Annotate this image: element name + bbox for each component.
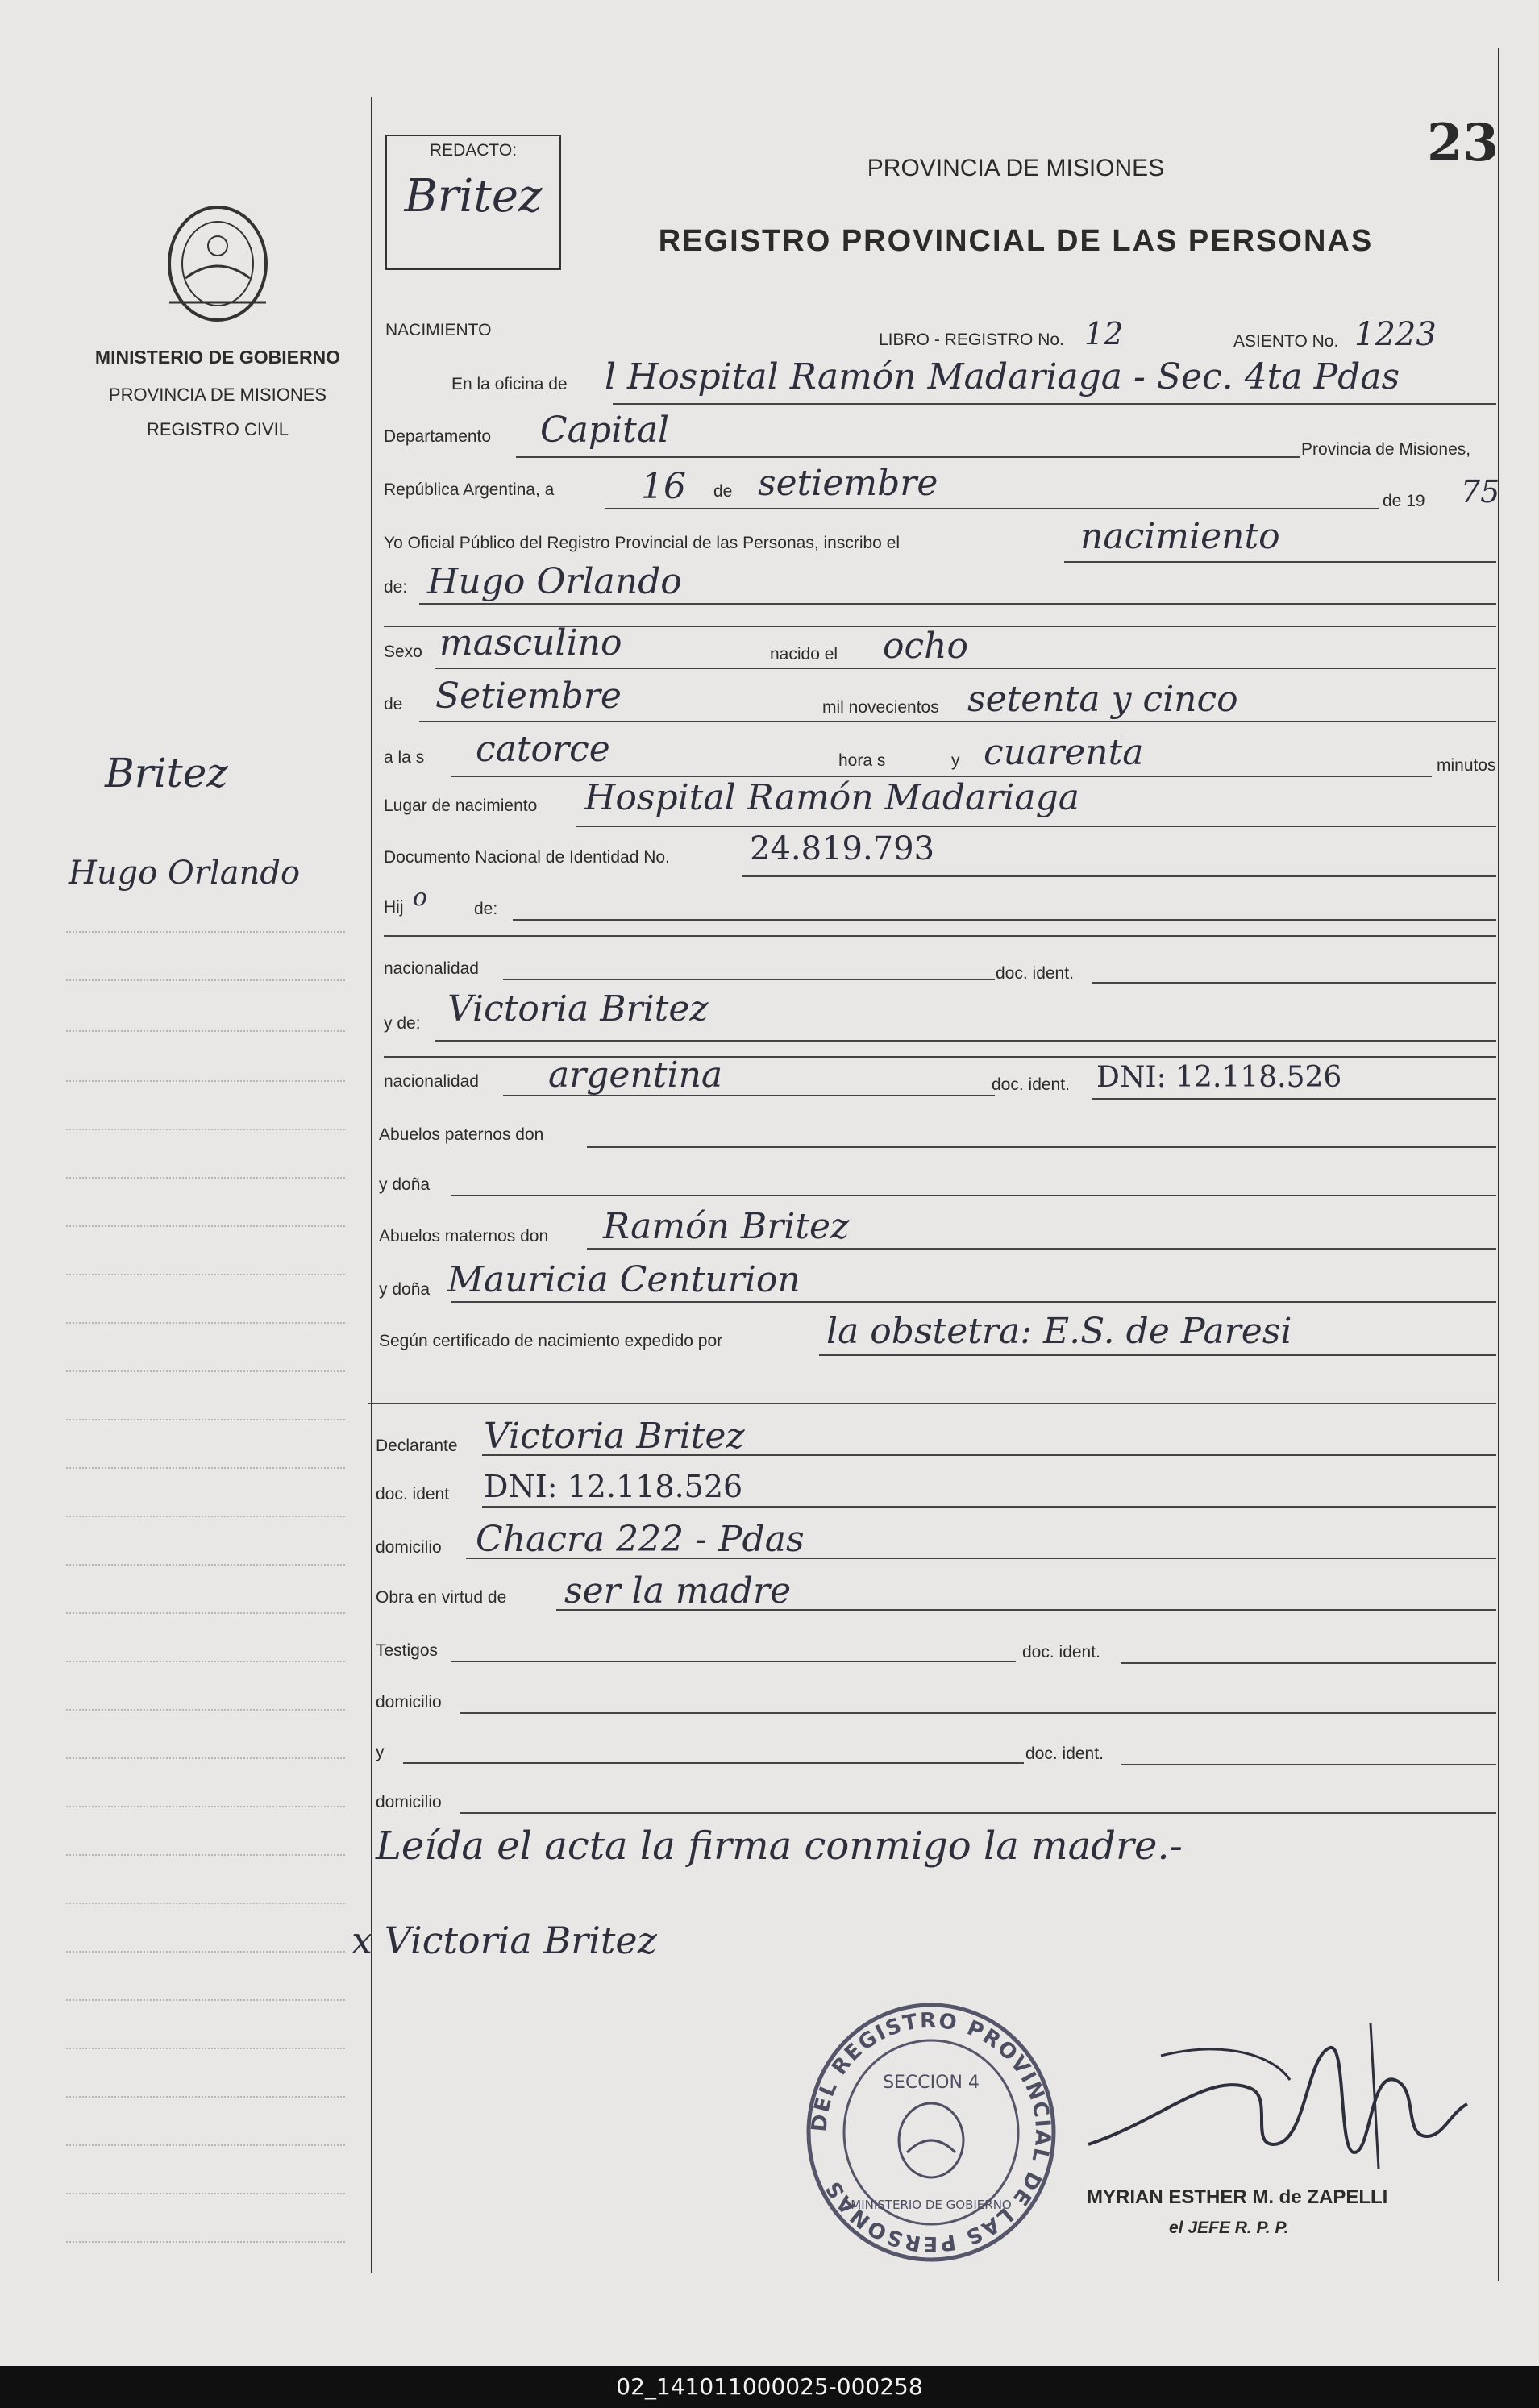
horas-label: hora s — [838, 751, 886, 770]
de-year-label: de 19 — [1383, 492, 1425, 510]
asiento-label: ASIENTO No. — [1233, 332, 1339, 351]
libro-value: 12 — [1084, 316, 1124, 351]
de2-label: de — [384, 695, 403, 713]
docid-testigo2-label: doc. ident. — [1025, 1745, 1104, 1763]
y-testigo2-label: y — [376, 1743, 385, 1761]
dia-value: 16 — [641, 466, 686, 507]
de-label: de — [713, 482, 733, 501]
stamp-inner-text: SECCION 4 — [883, 2073, 980, 2093]
y-label: y — [951, 751, 960, 770]
provincia-suffix: Provincia de Misiones, — [1301, 440, 1471, 459]
stamp-lower-text: MINISTERIO DE GOBIERNO — [851, 2198, 1012, 2212]
signature-title: el JEFE R. P. P. — [1169, 2219, 1289, 2237]
yde-label: y de: — [384, 1014, 421, 1033]
ydona-materna-value: Mauricia Centurion — [447, 1259, 801, 1300]
oficial-value: nacimiento — [1080, 516, 1280, 557]
declarante-label: Declarante — [376, 1437, 458, 1455]
hijo-label: Hij — [384, 898, 404, 917]
abuelos-maternos-value: Ramón Britez — [603, 1206, 850, 1247]
departamento-label: Departamento — [384, 427, 492, 446]
ministry-seal — [153, 198, 282, 331]
document-id-footer: 02_141011000025-000258 — [0, 2366, 1539, 2408]
segun-label: Según certificado de nacimiento expedido por — [379, 1332, 723, 1350]
lugar-value: Hospital Ramón Madariaga — [584, 777, 1079, 818]
page-number: 23 — [1427, 113, 1499, 173]
sexo-value: masculino — [439, 622, 622, 663]
libro-label: LIBRO - REGISTRO No. — [879, 331, 1064, 349]
alas-label: a la s — [384, 748, 425, 767]
redacto-box — [385, 135, 561, 270]
redacto-value: Britez — [404, 170, 543, 223]
ministry-title: MINISTERIO DE GOBIERNO — [94, 347, 341, 368]
margin-surname: Britez — [105, 750, 228, 796]
hora-value: catorce — [476, 729, 610, 770]
oficina-value: l Hospital Ramón Madariaga - Sec. 4ta Pdas — [605, 356, 1400, 397]
closing-text: Leída el acta la firma conmigo la madre.- — [376, 1824, 1183, 1869]
departamento-value: Capital — [540, 410, 670, 451]
nacido-label: nacido el — [770, 645, 838, 663]
margin-given-name: Hugo Orlando — [69, 855, 301, 892]
dia-nacimiento: ocho — [883, 626, 968, 667]
docid-declarante-value: DNI: 12.118.526 — [484, 1469, 743, 1504]
lugar-label: Lugar de nacimiento — [384, 796, 538, 815]
mes-nacimiento: Setiembre — [435, 676, 622, 717]
madre-value: Victoria Britez — [447, 988, 709, 1029]
republica-label: República Argentina, a — [384, 480, 555, 499]
nacionalidad-madre-label: nacionalidad — [384, 1072, 479, 1091]
mes-value: setiembre — [758, 463, 938, 504]
segun-value: la obstetra: E.S. de Paresi — [826, 1311, 1292, 1352]
dni-label: Documento Nacional de Identidad No. — [384, 848, 670, 867]
de-nombre-label: de: — [384, 578, 408, 597]
asiento-value: 1223 — [1354, 316, 1437, 353]
nacionalidad-padre-label: nacionalidad — [384, 959, 479, 978]
docid-testigo1-label: doc. ident. — [1022, 1643, 1100, 1661]
domicilio-value: Chacra 222 - Pdas — [476, 1519, 805, 1560]
ministry-registry: REGISTRO CIVIL — [146, 419, 289, 439]
docid-padre-label: doc. ident. — [996, 964, 1074, 983]
declarante-value: Victoria Britez — [484, 1416, 745, 1457]
minutos-label: minutos — [1437, 756, 1496, 775]
docid-madre-value: DNI: 12.118.526 — [1096, 1061, 1342, 1094]
registry-header: REGISTRO PROVINCIAL DE LAS PERSONAS — [658, 224, 1374, 258]
mil-label: mil novecientos — [822, 698, 939, 717]
act-type: NACIMIENTO — [385, 321, 492, 339]
anio-nacimiento: setenta y cinco — [967, 679, 1238, 720]
abuelos-paternos-label: Abuelos paternos don — [379, 1125, 544, 1144]
registry-stamp — [798, 1999, 1064, 2265]
domicilio-label: domicilio — [376, 1538, 442, 1557]
minutos-value: cuarenta — [984, 732, 1144, 773]
domicilio-testigo1-label: domicilio — [376, 1693, 442, 1711]
province-header: PROVINCIA DE MISIONES — [867, 155, 1165, 181]
docid-madre-label: doc. ident. — [992, 1075, 1070, 1094]
right-margin-border — [1498, 48, 1499, 2281]
ydona-materna-label: y doña — [379, 1280, 431, 1299]
redacto-label: REDACTO: — [429, 141, 518, 160]
obra-label: Obra en virtud de — [376, 1588, 507, 1607]
dni-value: 24.819.793 — [750, 830, 935, 867]
ministry-province: PROVINCIA DE MISIONES — [108, 385, 327, 405]
firma-madre: x Victoria Britez — [351, 1919, 657, 1962]
oficina-label: En la oficina de — [451, 375, 568, 393]
hijo-suffix: o — [413, 884, 428, 912]
domicilio-testigo2-label: domicilio — [376, 1793, 442, 1811]
official-signature — [1064, 2023, 1483, 2185]
nombre-value: Hugo Orlando — [427, 561, 682, 602]
obra-value: ser la madre — [564, 1570, 792, 1612]
ydona-paterna-label: y doña — [379, 1175, 431, 1194]
stamp-ring-text: DEL REGISTRO PROVINCIAL DE LAS PERSONAS — [807, 2008, 1055, 2256]
docid-declarante-label: doc. ident — [376, 1485, 450, 1503]
signature-name: MYRIAN ESTHER M. de ZAPELLI — [1087, 2186, 1388, 2208]
sexo-label: Sexo — [384, 643, 422, 661]
year-value: 75 — [1461, 474, 1500, 509]
testigos-label: Testigos — [376, 1641, 439, 1660]
nacionalidad-madre-value: argentina — [548, 1054, 723, 1096]
hijo-de-label: de: — [474, 900, 498, 918]
abuelos-maternos-label: Abuelos maternos don — [379, 1227, 549, 1246]
oficial-label: Yo Oficial Público del Registro Provincial de las Personas, inscribo el — [384, 534, 901, 552]
